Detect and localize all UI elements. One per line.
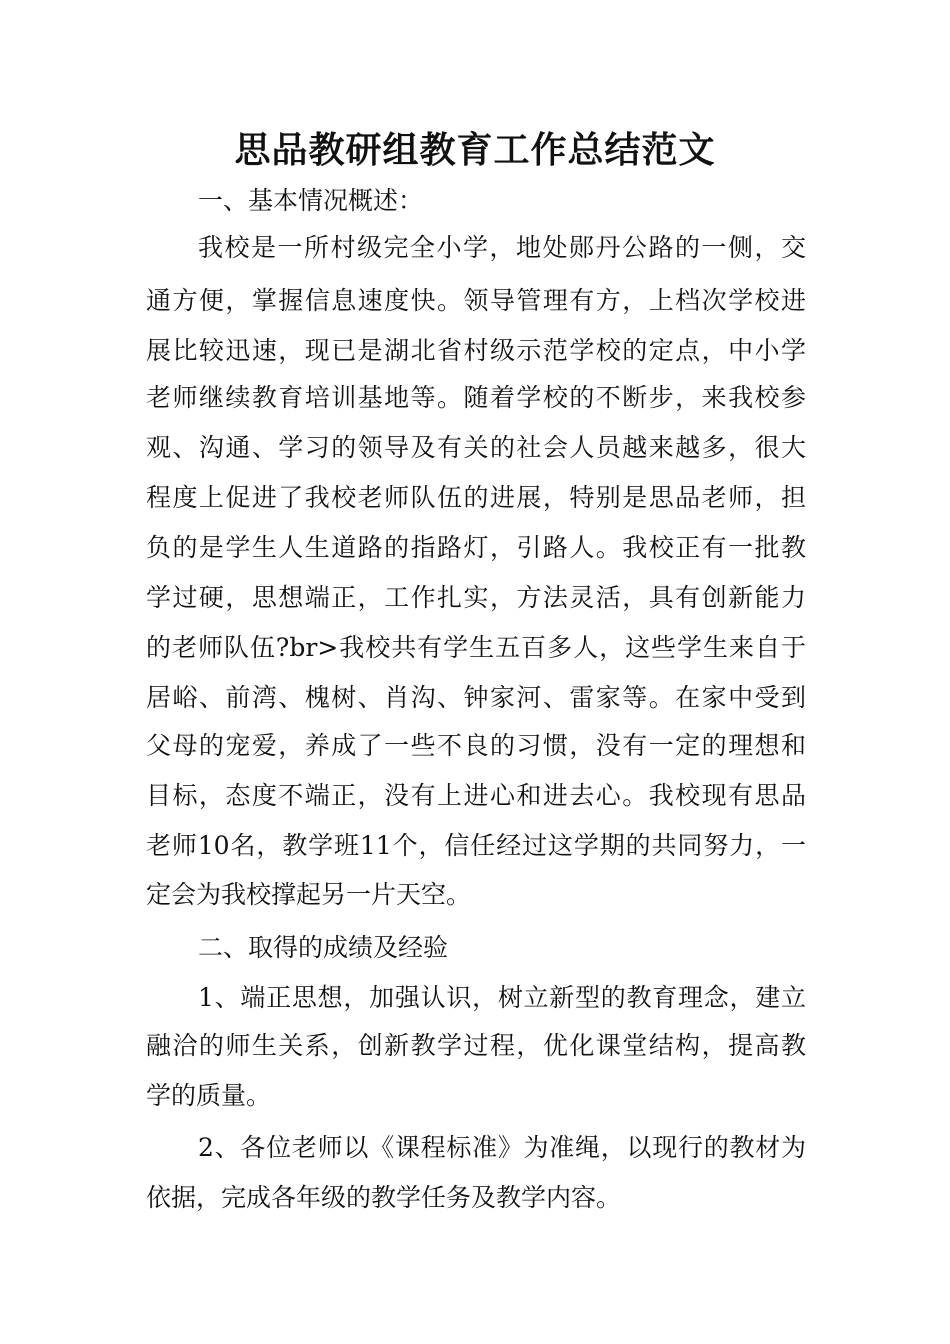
paragraph-line: 父母的宠爱，养成了一些不良的习惯，没有一定的理想和 [146, 731, 806, 760]
paragraph-line: 通方便，掌握信息速度快。领导管理有方，上档次学校进 [146, 286, 806, 315]
paragraph-line: 观、沟通、学习的领导及有关的社会人员越来越多，很大 [146, 433, 806, 462]
paragraph-line: 程度上促进了我校老师队伍的进展，特别是思品老师，担 [146, 483, 806, 512]
paragraph-line: 目标，态度不端正，没有上进心和进去心。我校现有思品 [146, 781, 806, 810]
paragraph-line: 的老师队伍?br>我校共有学生五百多人，这些学生来自于 [146, 633, 806, 662]
paragraph-line: 老师继续教育培训基地等。随着学校的不断步，来我校参 [146, 383, 806, 412]
paragraph-line: 展比较迅速，现已是湖北省村级示范学校的定点，中小学 [146, 336, 806, 365]
section-heading-1: 一、基本情况概述： [198, 186, 424, 215]
paragraph-line: 学的质量。 [146, 1081, 272, 1110]
paragraph-line: 1、端正思想，加强认识，树立新型的教育理念，建立 [198, 983, 806, 1012]
paragraph-line: 融洽的师生关系，创新教学过程，优化课堂结构，提高教 [146, 1031, 806, 1060]
paragraph-line: 负的是学生人生道路的指路灯，引路人。我校正有一批教 [146, 533, 806, 562]
paragraph-line: 学过硬，思想端正，工作扎实，方法灵活，具有创新能力 [146, 583, 806, 612]
document-title: 思品教研组教育工作总结范文 [234, 129, 716, 171]
paragraph-line: 依据，完成各年级的教学任务及教学内容。 [146, 1183, 622, 1212]
section-heading-2: 二、取得的成绩及经验 [198, 933, 449, 962]
paragraph-line: 2、各位老师以《课程标准》为准绳，以现行的教材为 [198, 1133, 806, 1162]
paragraph-line: 我校是一所村级完全小学，地处郧丹公路的一侧，交 [198, 233, 806, 262]
paragraph-line: 定会为我校撑起另一片天空。 [146, 880, 472, 909]
paragraph-line: 老师10名，教学班11个，信任经过这学期的共同努力，一 [146, 831, 806, 860]
paragraph-line: 居峪、前湾、槐树、肖沟、钟家河、雷家等。在家中受到 [146, 683, 806, 712]
